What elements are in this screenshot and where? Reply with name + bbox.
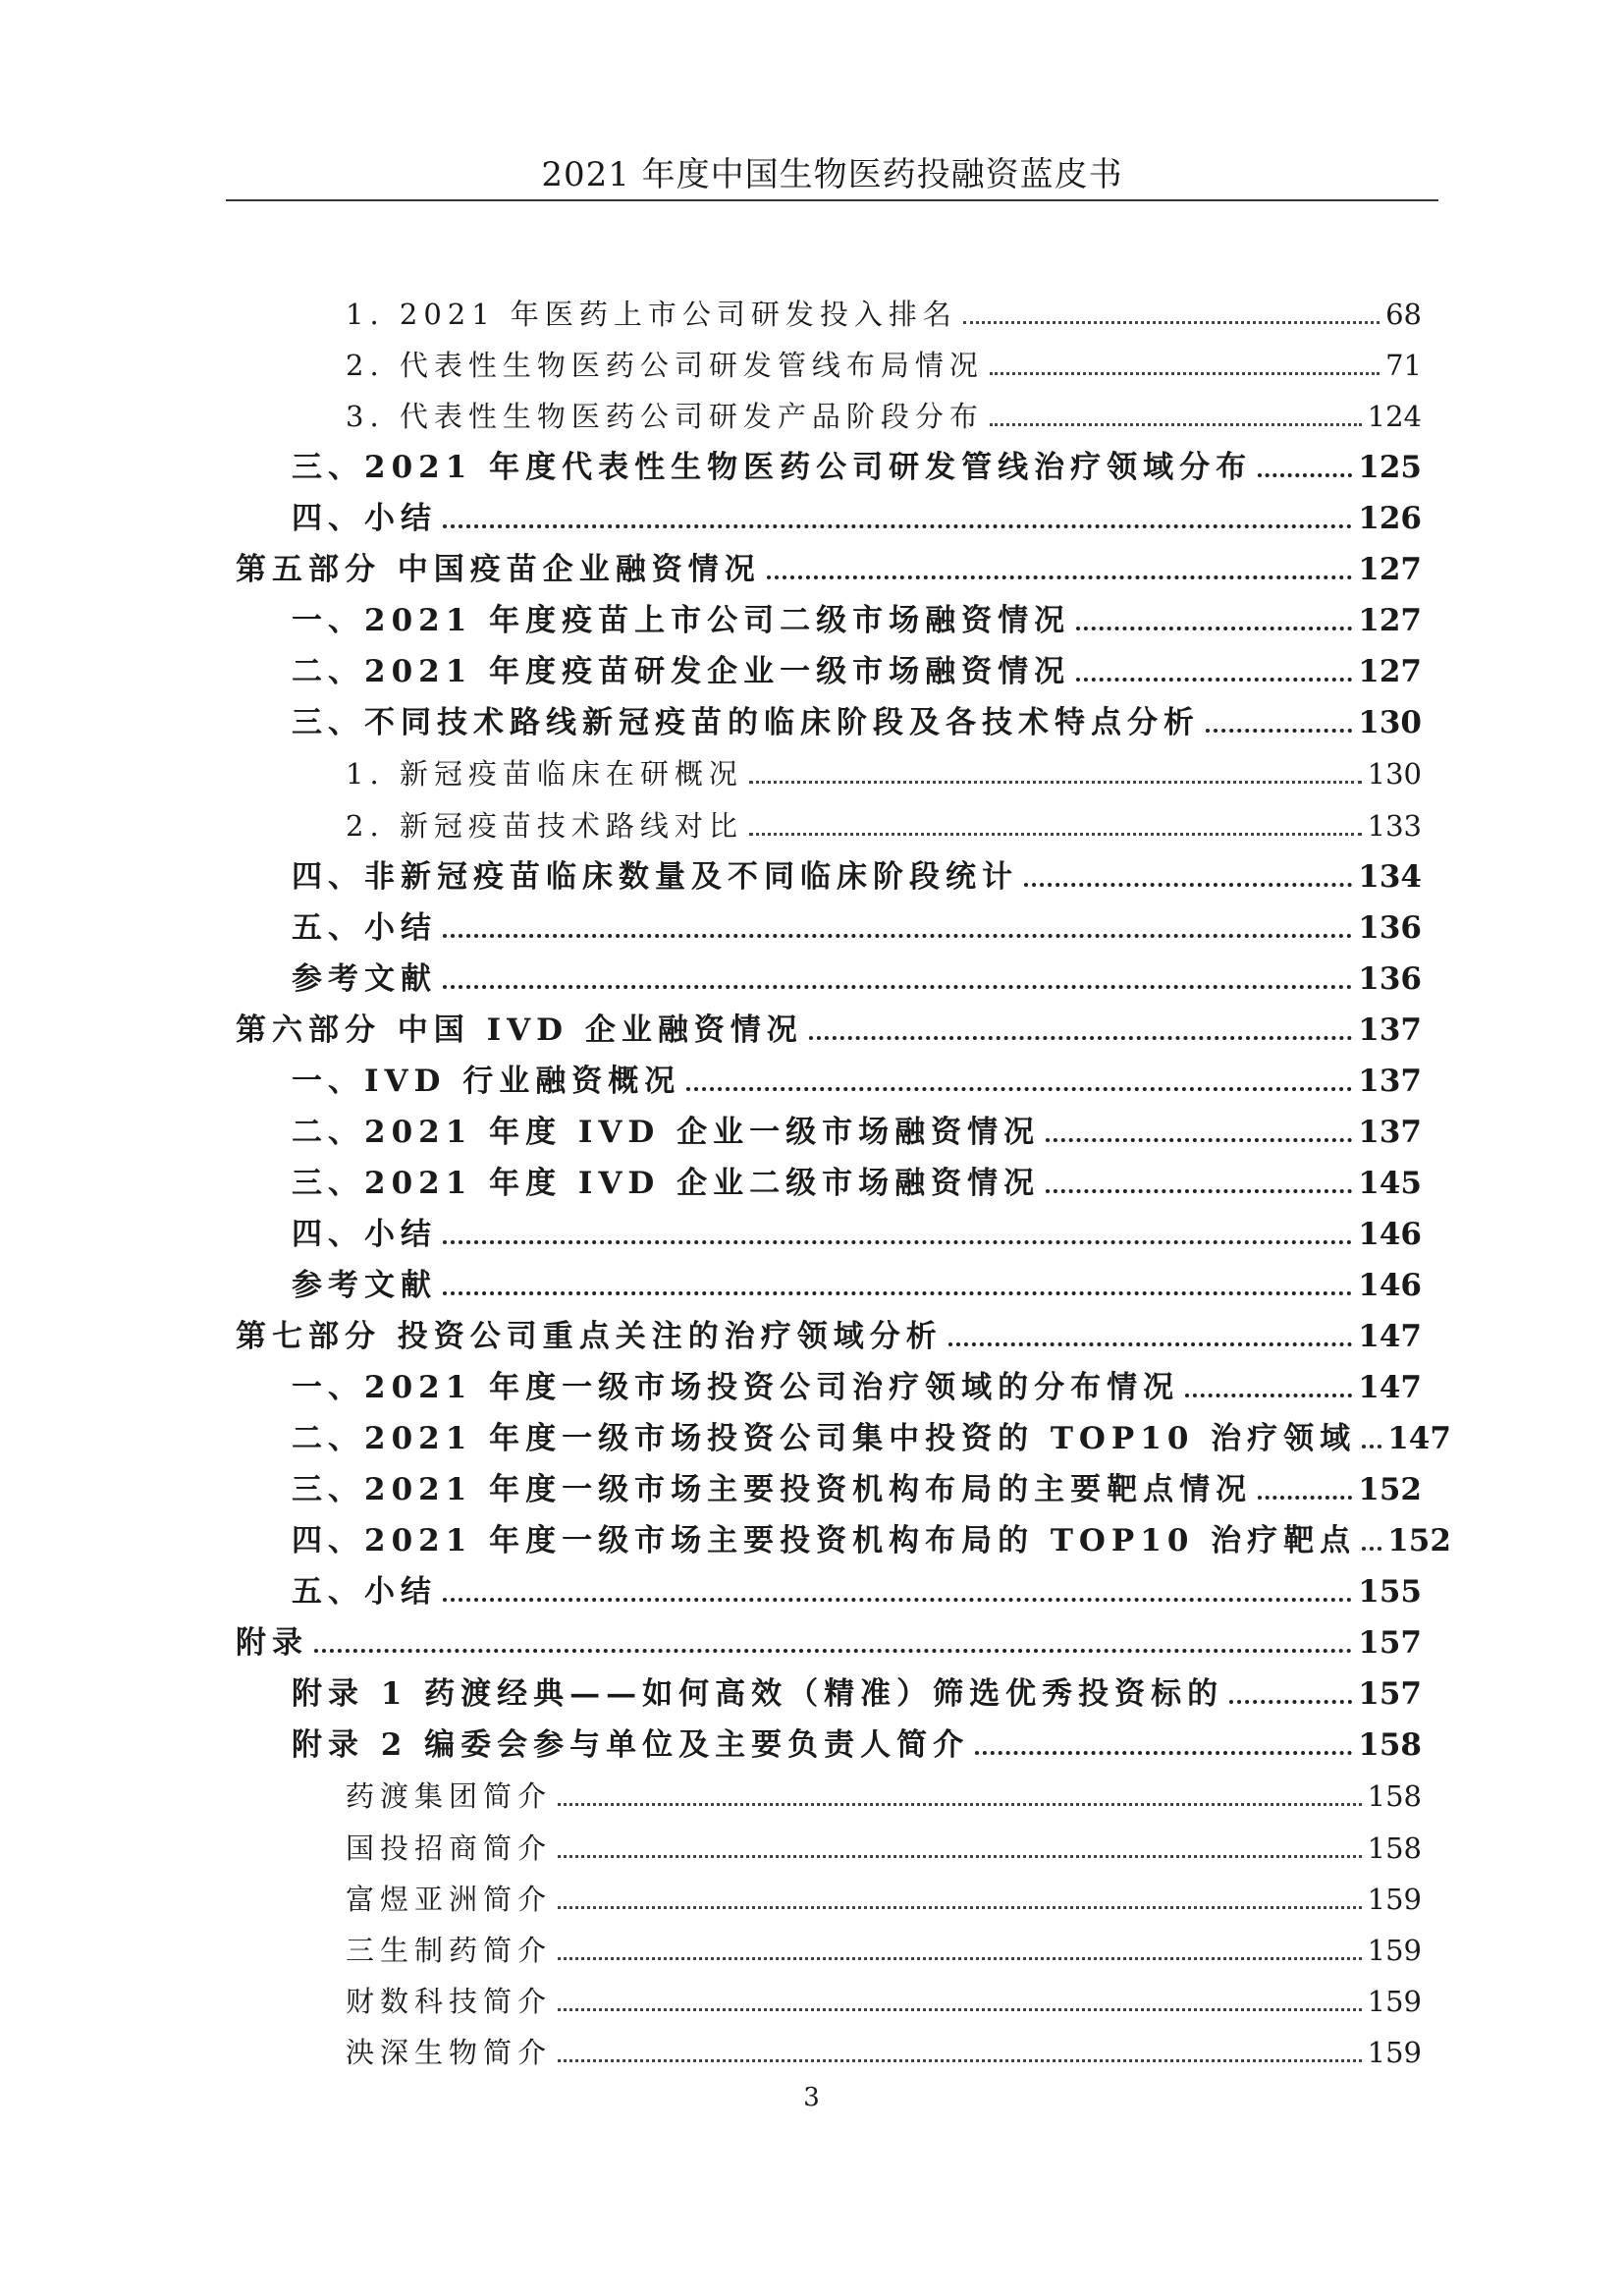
toc-entry-label: 一、2021 年度一级市场投资公司治疗领域的分布情况 — [292, 1370, 1180, 1405]
toc-entry-label: 五、小结 — [292, 1574, 437, 1610]
toc-entry-label: 三、不同技术路线新冠疫苗的临床阶段及各技术特点分析 — [292, 705, 1200, 740]
toc-leader-dots — [443, 1291, 1352, 1295]
toc-leader-dots — [990, 372, 1380, 375]
toc-entry[interactable] — [292, 436, 1422, 487]
toc-entry[interactable] — [292, 1407, 1451, 1458]
toc-entry[interactable] — [292, 1152, 1422, 1203]
toc-leader-dots — [948, 1342, 1352, 1346]
toc-entry[interactable] — [346, 794, 1422, 846]
toc-leader-dots — [1185, 1394, 1352, 1397]
toc-leader-dots — [975, 1751, 1352, 1755]
toc-entry-label: 三、2021 年度代表性生物医药公司研发管线治疗领域分布 — [292, 450, 1253, 485]
toc-entry[interactable] — [292, 1050, 1422, 1101]
toc-entry[interactable] — [292, 1101, 1422, 1152]
toc-leader-dots — [1258, 473, 1352, 477]
toc-entry[interactable] — [346, 1970, 1422, 2021]
toc-entry-label: 第七部分 投资公司重点关注的治疗领域分析 — [236, 1319, 943, 1354]
toc-entry[interactable] — [292, 1203, 1422, 1254]
toc-entry-label: 泱深生物简介 — [346, 2036, 553, 2069]
toc-entry-label: 一、IVD 行业融资概况 — [292, 1064, 681, 1099]
toc-entry-page-number: 136 — [1358, 910, 1422, 946]
toc-leader-dots — [558, 1855, 1362, 1858]
toc-leader-dots — [767, 575, 1352, 579]
toc-leader-dots — [809, 1036, 1352, 1040]
toc-entry-label: 五、小结 — [292, 910, 437, 946]
toc-entry[interactable] — [292, 1560, 1422, 1612]
toc-entry-page-number: 137 — [1358, 1115, 1422, 1150]
toc-entry-page-number: 134 — [1358, 859, 1422, 895]
toc-entry-label: 三、2021 年度一级市场主要投资机构布局的主要靶点情况 — [292, 1472, 1253, 1507]
toc-entry-page-number: 155 — [1358, 1574, 1422, 1610]
toc-entry-page-number: 130 — [1367, 757, 1422, 791]
toc-entry-page-number: 158 — [1367, 1779, 1422, 1813]
toc-entry[interactable] — [346, 334, 1422, 385]
toc-entry[interactable] — [292, 1254, 1422, 1305]
toc-entry-page-number: 146 — [1358, 1268, 1422, 1303]
toc-entry-page-number: 147 — [1387, 1421, 1451, 1456]
toc-entry-label: 四、小结 — [292, 1217, 437, 1252]
toc-entry-page-number: 158 — [1367, 1831, 1422, 1865]
toc-entry[interactable] — [236, 538, 1422, 589]
toc-entry-label: 1. 新冠疫苗临床在研概况 — [346, 757, 743, 791]
toc-entry-page-number: 71 — [1385, 349, 1422, 382]
toc-entry[interactable] — [346, 385, 1422, 436]
toc-leader-dots — [1362, 1547, 1381, 1551]
toc-entry-label: 富煜亚洲简介 — [346, 1883, 553, 1916]
toc-entry[interactable] — [346, 742, 1422, 793]
toc-entry-label: 国投招商简介 — [346, 1831, 553, 1865]
toc-entry-label: 四、小结 — [292, 501, 437, 536]
toc-leader-dots — [443, 985, 1352, 989]
toc-entry[interactable] — [346, 2021, 1422, 2072]
toc-entry-page-number: 124 — [1367, 400, 1422, 433]
toc-leader-dots — [1046, 1189, 1352, 1193]
toc-entry-page-number: 159 — [1367, 2036, 1422, 2069]
toc-entry-label: 二、2021 年度一级市场投资公司集中投资的 TOP10 治疗领域 — [292, 1421, 1357, 1456]
toc-leader-dots — [558, 1906, 1362, 1909]
toc-leader-dots — [749, 833, 1362, 836]
toc-entry[interactable] — [292, 691, 1422, 742]
toc-leader-dots — [558, 1957, 1362, 1960]
toc-entry[interactable] — [346, 283, 1422, 334]
toc-entry-label: 二、2021 年度疫苗研发企业一级市场融资情况 — [292, 654, 1071, 689]
toc-entry-page-number: 125 — [1358, 450, 1422, 485]
toc-entry-page-number: 133 — [1367, 809, 1422, 843]
toc-entry[interactable] — [346, 1817, 1422, 1868]
toc-entry-label: 附录 1 药渡经典——如何高效（精准）筛选优秀投资标的 — [292, 1676, 1224, 1712]
toc-entry-label: 一、2021 年度疫苗上市公司二级市场融资情况 — [292, 603, 1071, 638]
toc-entry[interactable] — [292, 1714, 1422, 1765]
toc-leader-dots — [686, 1087, 1352, 1091]
toc-entry[interactable] — [236, 1305, 1422, 1356]
toc-leader-dots — [1362, 1445, 1381, 1449]
toc-entry-label: 药渡集团简介 — [346, 1779, 553, 1813]
toc-entry-label: 三、2021 年度 IVD 企业二级市场融资情况 — [292, 1166, 1041, 1201]
toc-entry[interactable] — [292, 1356, 1422, 1407]
toc-entry-page-number: 158 — [1358, 1727, 1422, 1763]
toc-entry-page-number: 147 — [1358, 1319, 1422, 1354]
toc-leader-dots — [1076, 678, 1352, 682]
toc-entry-page-number: 127 — [1358, 552, 1422, 587]
toc-entry[interactable] — [292, 1458, 1422, 1509]
toc-leader-dots — [314, 1649, 1352, 1653]
toc-leader-dots — [1229, 1700, 1352, 1704]
toc-entry[interactable] — [346, 1919, 1422, 1970]
toc-entry-page-number: 147 — [1358, 1370, 1422, 1405]
toc-entry[interactable] — [236, 999, 1422, 1050]
toc-entry-page-number: 137 — [1358, 1064, 1422, 1099]
toc-leader-dots — [443, 934, 1352, 938]
toc-leader-dots — [558, 1803, 1362, 1806]
toc-leader-dots — [1046, 1138, 1352, 1142]
toc-entry-label: 1. 2021 年医药上市公司研发投入排名 — [346, 298, 957, 331]
toc-leader-dots — [443, 524, 1352, 528]
toc-entry-label: 附录 — [236, 1625, 308, 1661]
page-number: 3 — [803, 2083, 820, 2112]
toc-entry-label: 四、非新冠疫苗临床数量及不同临床阶段统计 — [292, 859, 1018, 895]
toc-entry[interactable] — [292, 897, 1422, 948]
toc-leader-dots — [443, 1240, 1352, 1244]
toc-entry[interactable] — [292, 589, 1422, 640]
toc-entry-label: 第五部分 中国疫苗企业融资情况 — [236, 552, 761, 587]
toc-entry-page-number: 145 — [1358, 1166, 1422, 1201]
toc-entry-page-number: 137 — [1358, 1012, 1422, 1048]
toc-entry-label: 3. 代表性生物医药公司研发产品阶段分布 — [346, 400, 984, 433]
toc-entry-page-number: 146 — [1358, 1217, 1422, 1252]
toc-entry-label: 财数科技简介 — [346, 1985, 553, 2018]
toc-leader-dots — [1024, 883, 1352, 887]
toc-entry-page-number: 159 — [1367, 1985, 1422, 2018]
toc-entry[interactable] — [292, 1663, 1422, 1714]
toc-entry-label: 附录 2 编委会参与单位及主要负责人简介 — [292, 1727, 970, 1763]
toc-leader-dots — [990, 423, 1362, 426]
toc-leader-dots — [558, 2059, 1362, 2062]
toc-entry[interactable] — [292, 948, 1422, 999]
toc-entry-label: 参考文献 — [292, 961, 437, 997]
running-header-title: 2021 年度中国生物医药投融资蓝皮书 — [541, 155, 1123, 194]
toc-leader-dots — [558, 2008, 1362, 2011]
toc-entry-page-number: 159 — [1367, 1883, 1422, 1916]
toc-entry[interactable] — [292, 640, 1422, 691]
toc-leader-dots — [1258, 1496, 1352, 1500]
toc-entry-page-number: 130 — [1358, 705, 1422, 740]
toc-entry-page-number: 127 — [1358, 603, 1422, 638]
toc-entry-page-number: 152 — [1358, 1472, 1422, 1507]
toc-entry[interactable] — [346, 1868, 1422, 1919]
toc-entry-page-number: 127 — [1358, 654, 1422, 689]
toc-entry-page-number: 68 — [1385, 298, 1422, 331]
toc-leader-dots — [963, 321, 1380, 324]
toc-entry-label: 参考文献 — [292, 1268, 437, 1303]
toc-entry-page-number: 152 — [1387, 1523, 1451, 1558]
toc-entry-label: 2. 新冠疫苗技术路线对比 — [346, 809, 743, 843]
toc-leader-dots — [443, 1598, 1352, 1602]
toc-entry[interactable] — [236, 1612, 1422, 1663]
toc-entry[interactable] — [292, 487, 1422, 538]
toc-entry-page-number: 136 — [1358, 961, 1422, 997]
toc-entry-label: 四、2021 年度一级市场主要投资机构布局的 TOP10 治疗靶点 — [292, 1523, 1357, 1558]
toc-entry-page-number: 126 — [1358, 501, 1422, 536]
toc-entry-label: 二、2021 年度 IVD 企业一级市场融资情况 — [292, 1115, 1041, 1150]
toc-leader-dots — [749, 781, 1362, 784]
toc-entry-page-number: 157 — [1358, 1676, 1422, 1712]
toc-entry[interactable] — [346, 1765, 1422, 1816]
toc-entry-label: 2. 代表性生物医药公司研发管线布局情况 — [346, 349, 984, 382]
toc-leader-dots — [1206, 729, 1352, 733]
toc-entry[interactable] — [292, 1509, 1451, 1560]
toc-entry[interactable] — [292, 846, 1422, 897]
toc-entry-label: 三生制药简介 — [346, 1934, 553, 1967]
toc-entry-label: 第六部分 中国 IVD 企业融资情况 — [236, 1012, 803, 1048]
toc-entry-page-number: 159 — [1367, 1934, 1422, 1967]
toc-entry-page-number: 157 — [1358, 1625, 1422, 1661]
toc-leader-dots — [1076, 627, 1352, 630]
